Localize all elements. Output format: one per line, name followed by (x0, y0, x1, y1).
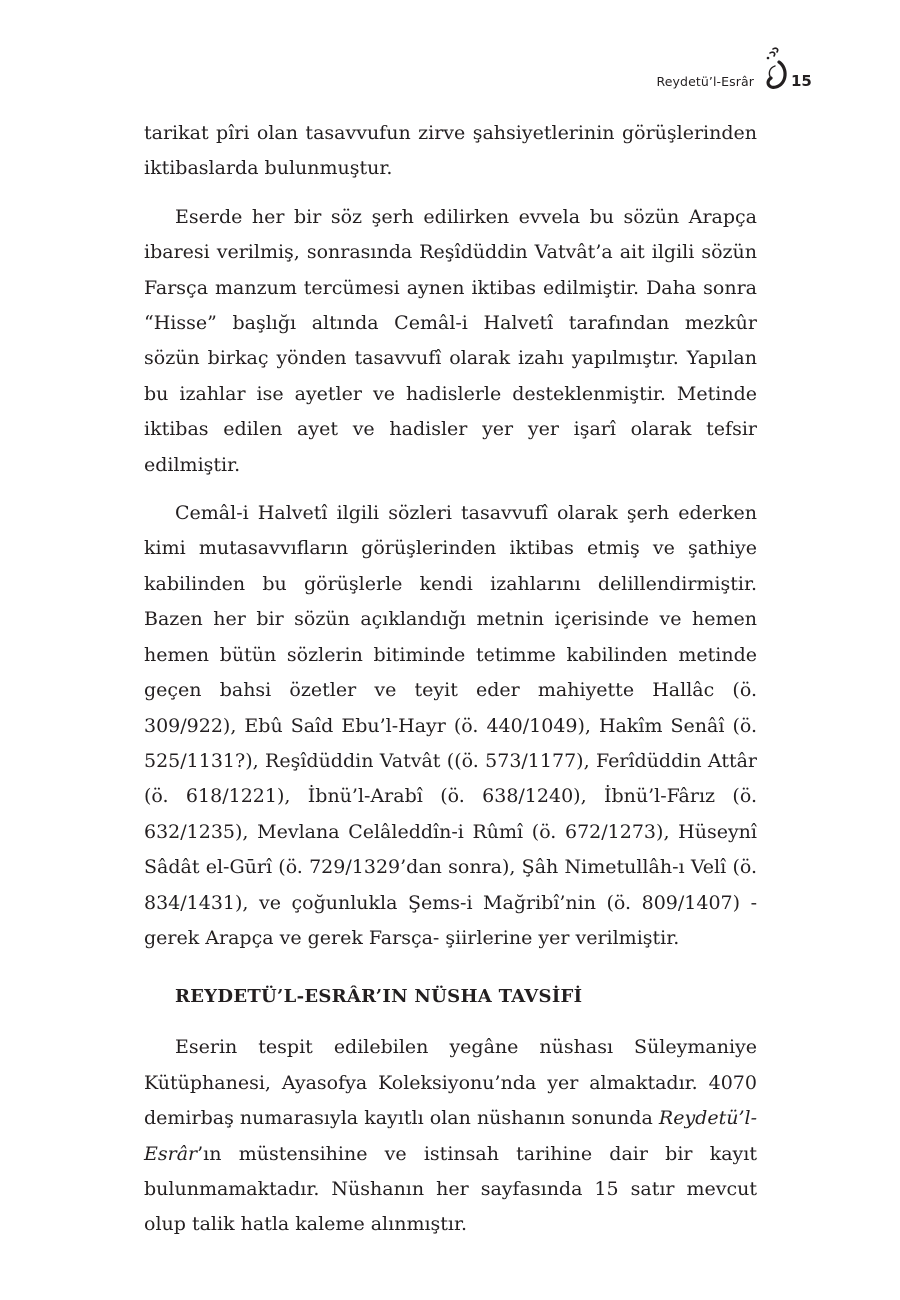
page-body (144, 116, 757, 1256)
paragraph-manuscript-description (144, 1030, 757, 1242)
manuscript-text-start: Eserin tespit edilebilen yegâne nüshası Süleymaniye Kütüphanesi, Ayasofya Koleksiyonu’nda yer almaktadır. 4070 demirbaş numarasıyla kayıtlı olan nüshanın sonunda (144, 1036, 757, 1130)
page-number: 15 (791, 72, 812, 90)
running-title: Reydetü’l-Esrâr (656, 74, 754, 89)
calligraphic-ornament-icon (759, 46, 789, 92)
paragraph-commentary-method: Eserde her bir söz şerh edilirken evvela bu sözün Arapça ibaresi verilmiş, sonrasında Reşîdüddin Vatvât’a ait ilgili sözün Farsça manzum tercümesi aynen iktibas edilmiştir. Daha sonra “Hisse” başlığı altında Cemâl-i Halvetî tarafından mezkûr sözün birkaç yönden tasavvufî olarak izahı yapılmıştır. Yapılan bu izahlar ise ayetler ve hadislerle desteklenmiştir. Metinde iktibas edilen ayet ve hadisler yer yer işarî olarak tefsir edilmiştir. (144, 205, 757, 476)
section-heading: REYDETÜ’L-ESRÂR’IN NÜSHA TAVSİFİ (175, 986, 583, 1008)
work-title-italic: Reydetü’l-Esrâr (144, 1107, 757, 1165)
paragraph-sufi-sources: Cemâl-i Halvetî ilgili sözleri tasavvufî olarak şerh ederken kimi mutasavvıfların görüşlerinden iktibas etmiş ve şathiye kabilinden bu görüşlerle kendi izahlarını delillendirmiştir. Bazen her bir sözün açıklandığı metnin içerisinde ve hemen hemen bütün sözlerin bitiminde tetimme kabilinden metinde geçen bahsi özetler ve teyit eder mahiyette Hallâc (ö. 309/922), Ebû Saîd Ebu’l-Hayr (ö. 440/1049), Hakîm Senâî (ö. 525/1131?), Reşîdüddin Vatvât ((ö. 573/1177), Ferîdüddin Attâr (ö. 618/1221), İbnü’l-Arabî (ö. 638/1240), İbnü’l-Fârız (ö. 632/1235), Mevlana Celâleddîn-i Rûmî (ö. 672/1273), Hüseynî Sâdât el-Gūrî (ö. 729/1329’dan sonra), Şâh Nimetullâh-ı Velî (ö. 834/1431), ve çoğunlukla Şems-i Mağribî’nin (ö. 809/1407) -gerek Arapça ve gerek Farsça- şiirlerine yer verilmiştir. (144, 502, 757, 949)
page-header (0, 68, 900, 98)
manuscript-text-end: ’ın müstensihine ve istinsah tarihine dair bir kayıt bulunmamaktadır. Nüshanın her sayfasında 15 satır mevcut olup talik hatla kaleme alınmıştır. (144, 1142, 757, 1236)
paragraph-continuation: tarikat pîri olan tasavvufun zirve şahsiyetlerinin görüşlerinden iktibaslarda bulunmuştur. (144, 122, 757, 180)
